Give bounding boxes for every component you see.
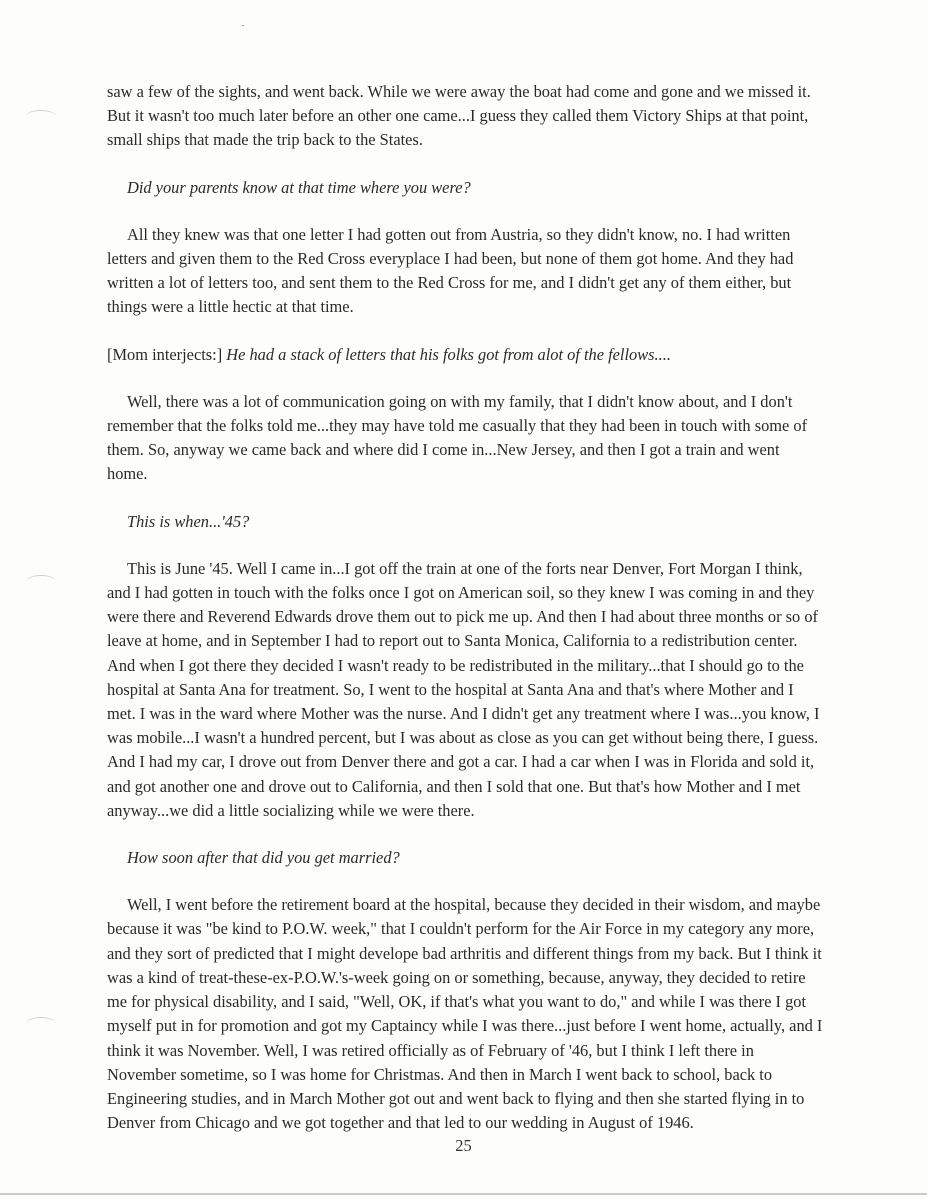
- punch-hole-mark: [26, 110, 56, 123]
- interviewer-question: This is when...'45?: [127, 511, 250, 531]
- answer-paragraph: Well, I went before the retirement board at the hospital, because they decided in their wisdom, and maybe because it was "be kind to P.O.W. week," that I couldn't perform for the Air Force in my category any more, and they sort of predicted that I might develope bad arthritis and different things from my back. But I think it was a kind of treat-these-ex-P.O.W.'s-week going on or something, because, anyway, they decided to retire me for physical disability, and I said, "Well, OK, if that's what you want to do," and while I was there I got myself put in for promotion and got my Captaincy while I was there...just before I went home, actually, and I think it was November. Well, I was retired officially as of February of '46, but I think I left there in November sometime, so I was home for Christmas. And then in March I went back to school, back to Engineering studies, and in March Mother got out and went back to flying and then she started flying in to Denver from Chicago and we got together and that led to our wedding in August of 1946.: [107, 895, 823, 1133]
- answer-paragraph: Well, there was a lot of communication going on with my family, that I didn't know about, and I don't remember that the folks told me...they may have told me casually that they had been in touch with some of them. So, anyway we came back and where did I come in...New Jersey, and then I got a train and went home.: [107, 391, 808, 484]
- interviewer-question: How soon after that did you get married?: [127, 848, 400, 868]
- interjection-label: [Mom interjects:]: [107, 344, 223, 364]
- answer-paragraph: saw a few of the sights, and went back. While we were away the boat had come and gone and we missed it. But it wasn't too much later before an other one came...I guess they called them Victory Ships at that point, small ships that made the trip back to the States.: [107, 82, 811, 150]
- interjection-paragraph: [107, 343, 823, 367]
- page-bottom-edge: [0, 1193, 927, 1195]
- page-number: 25: [455, 1136, 472, 1155]
- punch-hole-mark: [26, 1017, 56, 1030]
- answer-paragraph: All they knew was that one letter I had gotten out from Austria, so they didn't know, no. I had written letters and given them to the Red Cross everyplace I had been, but none of them got home. And they had written a lot of letters too, and sent them to the Red Cross for me, and I didn't get any of them either, but things were a little hectic at that time.: [107, 224, 794, 317]
- scan-speck: [242, 25, 244, 26]
- interviewer-question: Did your parents know at that time where you were?: [127, 177, 471, 197]
- interjection-text: He had a stack of letters that his folks got from alot of the fellows....: [226, 344, 671, 364]
- document-page: [107, 80, 823, 1135]
- punch-hole-mark: [26, 575, 56, 588]
- answer-paragraph: This is June '45. Well I came in...I got off the train at one of the forts near Denver, Fort Morgan I think, and I had gotten in touch with the folks once I got on American soil, so they knew I was coming in and they were there and Reverend Edwards drove them out to pick me up. And then I had about three months or so of leave at home, and in September I had to report out to Santa Monica, California to a redistribution center. And when I got there they decided I wasn't ready to be redistributed in the military...that I should go to the hospital at Santa Ana for treatment. So, I went to the hospital at Santa Ana and that's where Mother and I met. I was in the ward where Mother was the nurse. And I didn't get any treatment where I was...you know, I was mobile...I wasn't a hundred percent, but I was about as close as you can get without being there, I guess. And I had my car, I drove out from Denver there and got a car. I had a car when I was in Florida and sold it, and got another one and drove out to California, and then I sold that one. But that's how Mother and I met anyway...we did a little socializing while we were there.: [107, 558, 820, 820]
